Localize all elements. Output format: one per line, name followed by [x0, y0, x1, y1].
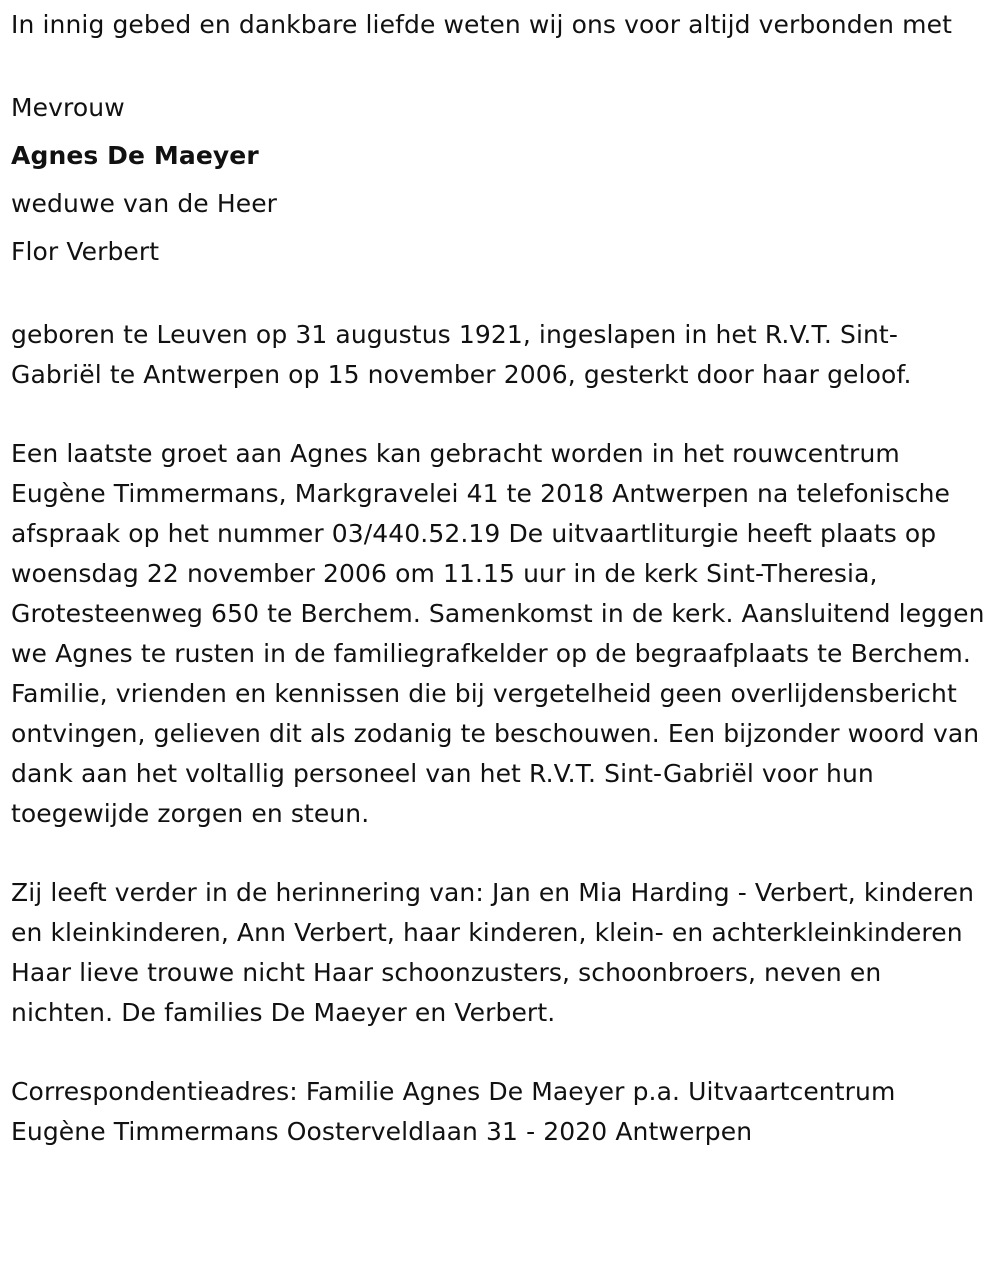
salutation: Mevrouw: [11, 93, 125, 122]
deceased-name: Agnes De Maeyer: [11, 141, 259, 170]
spacer: [11, 395, 986, 434]
correspondence-paragraph: Correspondentieadres: Familie Agnes De Maeyer p.a. Uitvaartcentrum Eugène Timmermans Oosterveldlaan 31 - 2020 Antwerpen: [11, 1077, 896, 1146]
birth-death-paragraph: geboren te Leuven op 31 augustus 1921, ingeslapen in het R.V.T. Sint-Gabriël te Antwerpen op 15 november 2006, gesterkt door haar geloof.: [11, 320, 912, 389]
spacer: [11, 834, 986, 873]
spacer: [11, 276, 986, 315]
obituary-text: [11, 0, 986, 1152]
widow-line: weduwe van de Heer: [11, 189, 278, 218]
intro-text: In innig gebed en dankbare liefde weten wij ons voor altijd verbonden met: [11, 10, 953, 39]
funeral-info-paragraph: Een laatste groet aan Agnes kan gebracht worden in het rouwcentrum Eugène Timmermans, Markgravelei 41 te 2018 Antwerpen na telefonische afspraak op het nummer 03/440.52.19 De uitvaartliturgie heeft plaats op woensdag 22 november 2006 om 11.15 uur in de kerk Sint-Theresia, Grotesteenweg 650 te Berchem. Samenkomst in de kerk. Aansluitend leggen we Agnes te rusten in de familiegrafkelder op de begraafplaats te Berchem. Familie, vrienden en kennissen die bij vergetelheid geen overlijdensbericht ontvingen, gelieven dit als zodanig te beschouwen. Een bijzonder woord van dank aan het voltallig personeel van het R.V.T. Sint-Gabriël voor hun toegewijde zorgen en steun.: [11, 439, 985, 828]
family-paragraph: Zij leeft verder in de herinnering van: Jan en Mia Harding - Verbert, kinderen en kleinkinderen, Ann Verbert, haar kinderen, klein- en achterkleinkinderen Haar lieve trouwe nicht Haar schoonzusters, schoonbroers, neven en nichten. De families De Maeyer en Verbert.: [11, 878, 975, 1027]
spouse-name: Flor Verbert: [11, 237, 160, 266]
spacer: [11, 45, 986, 84]
spacer: [11, 1033, 986, 1072]
